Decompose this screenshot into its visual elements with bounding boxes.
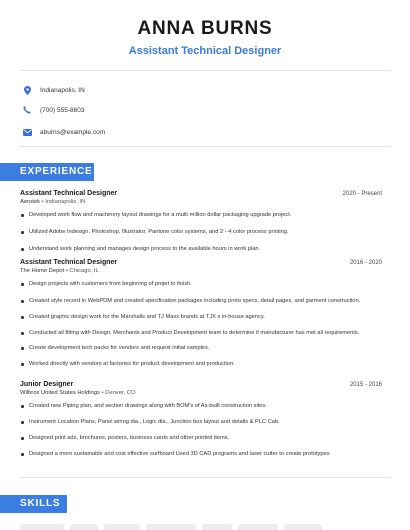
skill-chip: [70, 524, 98, 530]
skill-chip: [20, 524, 64, 530]
job-bullet: Created graphic design work for the Marshalls and TJ Maxx brands at TJX s in-house agency.: [20, 313, 382, 321]
job-bullet: Developed work flow and machinery layout drawings for a multi million dollar packaging upgrade project.: [20, 211, 382, 219]
job-location: Indianapolis, IN: [45, 199, 86, 205]
location-text: Indianapolis, IN: [40, 86, 85, 94]
candidate-name: ANNA BURNS: [137, 18, 273, 39]
job-bullet: Designed print ads, brochures, posters, business cards and other printed items.: [20, 434, 382, 442]
skills-heading: SKILLS: [0, 495, 67, 513]
job-location: Chicago, IL: [69, 268, 99, 274]
skill-chip: [238, 524, 278, 530]
phone-text: (700) 555-8603: [40, 106, 85, 114]
resume-header: [0, 18, 410, 58]
phone-icon: [22, 105, 32, 115]
job-bullet: Designed a more sustainable and cost effective surfboard Used 3D CAD programs and laser cutter to create prototypes: [20, 450, 382, 458]
experience-heading: EXPERIENCE: [0, 163, 94, 181]
contact-email: [22, 122, 105, 142]
skill-chip: [202, 524, 232, 530]
experience-divider: [20, 477, 390, 478]
job-company: Aerotek: [20, 199, 40, 205]
contact-block: [22, 80, 105, 142]
candidate-role: Assistant Technical Designer: [128, 45, 282, 57]
job-company-line: Wilbros United States Holdings • Denver, CO: [20, 390, 136, 396]
envelope-icon: [22, 127, 32, 137]
job-bullet: Conducted all fitting with Design, Merchants and Product Development team to determine if manufacturer has met all requirements.: [20, 329, 382, 337]
job-title: Assistant Technical Designer: [20, 190, 118, 197]
contact-location: [22, 80, 105, 100]
job-bullets: [20, 402, 382, 458]
job-bullets: [20, 211, 382, 253]
job-bullet: Worked directly with vendors at factories for product development and production.: [20, 360, 382, 368]
job-bullet: Design projects with customers from beginning of projet to finish.: [20, 280, 382, 288]
job-bullets: [20, 280, 382, 368]
contact-phone: [22, 100, 105, 120]
job-bullet: Utilized Adobe Indesign, Photoshop, Illustrator, Pantone color systems, and 2 - 4 color process printing.: [20, 228, 382, 236]
job-title: Junior Designer: [20, 381, 74, 388]
job-entry: [20, 259, 382, 368]
job-company: The Home Depot: [20, 268, 65, 274]
skills-chip-row: [20, 524, 322, 530]
contact-divider: [20, 146, 390, 147]
job-location: Denver, CO: [105, 390, 136, 396]
skill-chip: [284, 524, 322, 530]
job-title: Assistant Technical Designer: [20, 259, 118, 266]
job-entry: [20, 190, 382, 253]
job-bullet: Create development tech packs for vendors and request initial samples.: [20, 344, 382, 352]
job-dates: 2016 - 2020: [349, 260, 382, 266]
job-bullet: Understand work planning and manages design process to the available hours in work plan.: [20, 245, 382, 253]
skill-chip: [146, 524, 196, 530]
job-company-line: Aerotek • Indianapolis, IN: [20, 199, 86, 205]
job-bullet: Created new Piping plan, and section drawings along with BOM's of As-built construction sites.: [20, 402, 382, 410]
job-dates: 2020 - Present: [342, 191, 382, 197]
job-bullet: Instrument Location Plans, Panel wiring dia., Logic dia., Junction box layout and details & PLC Cab.: [20, 418, 382, 426]
job-bullet: Created style record in WebPDM and created specification packages including proto specs, detail pages, and garment construction.: [20, 297, 382, 305]
job-company-line: The Home Depot • Chicago, IL: [20, 268, 99, 274]
skill-chip: [104, 524, 140, 530]
map-pin-icon: [22, 85, 32, 95]
email-link[interactable]: aburns@example.com: [40, 128, 106, 136]
job-entry: [20, 381, 382, 458]
job-company: Wilbros United States Holdings: [20, 390, 100, 396]
header-divider: [20, 70, 390, 71]
job-dates: 2015 - 2016: [349, 382, 382, 388]
